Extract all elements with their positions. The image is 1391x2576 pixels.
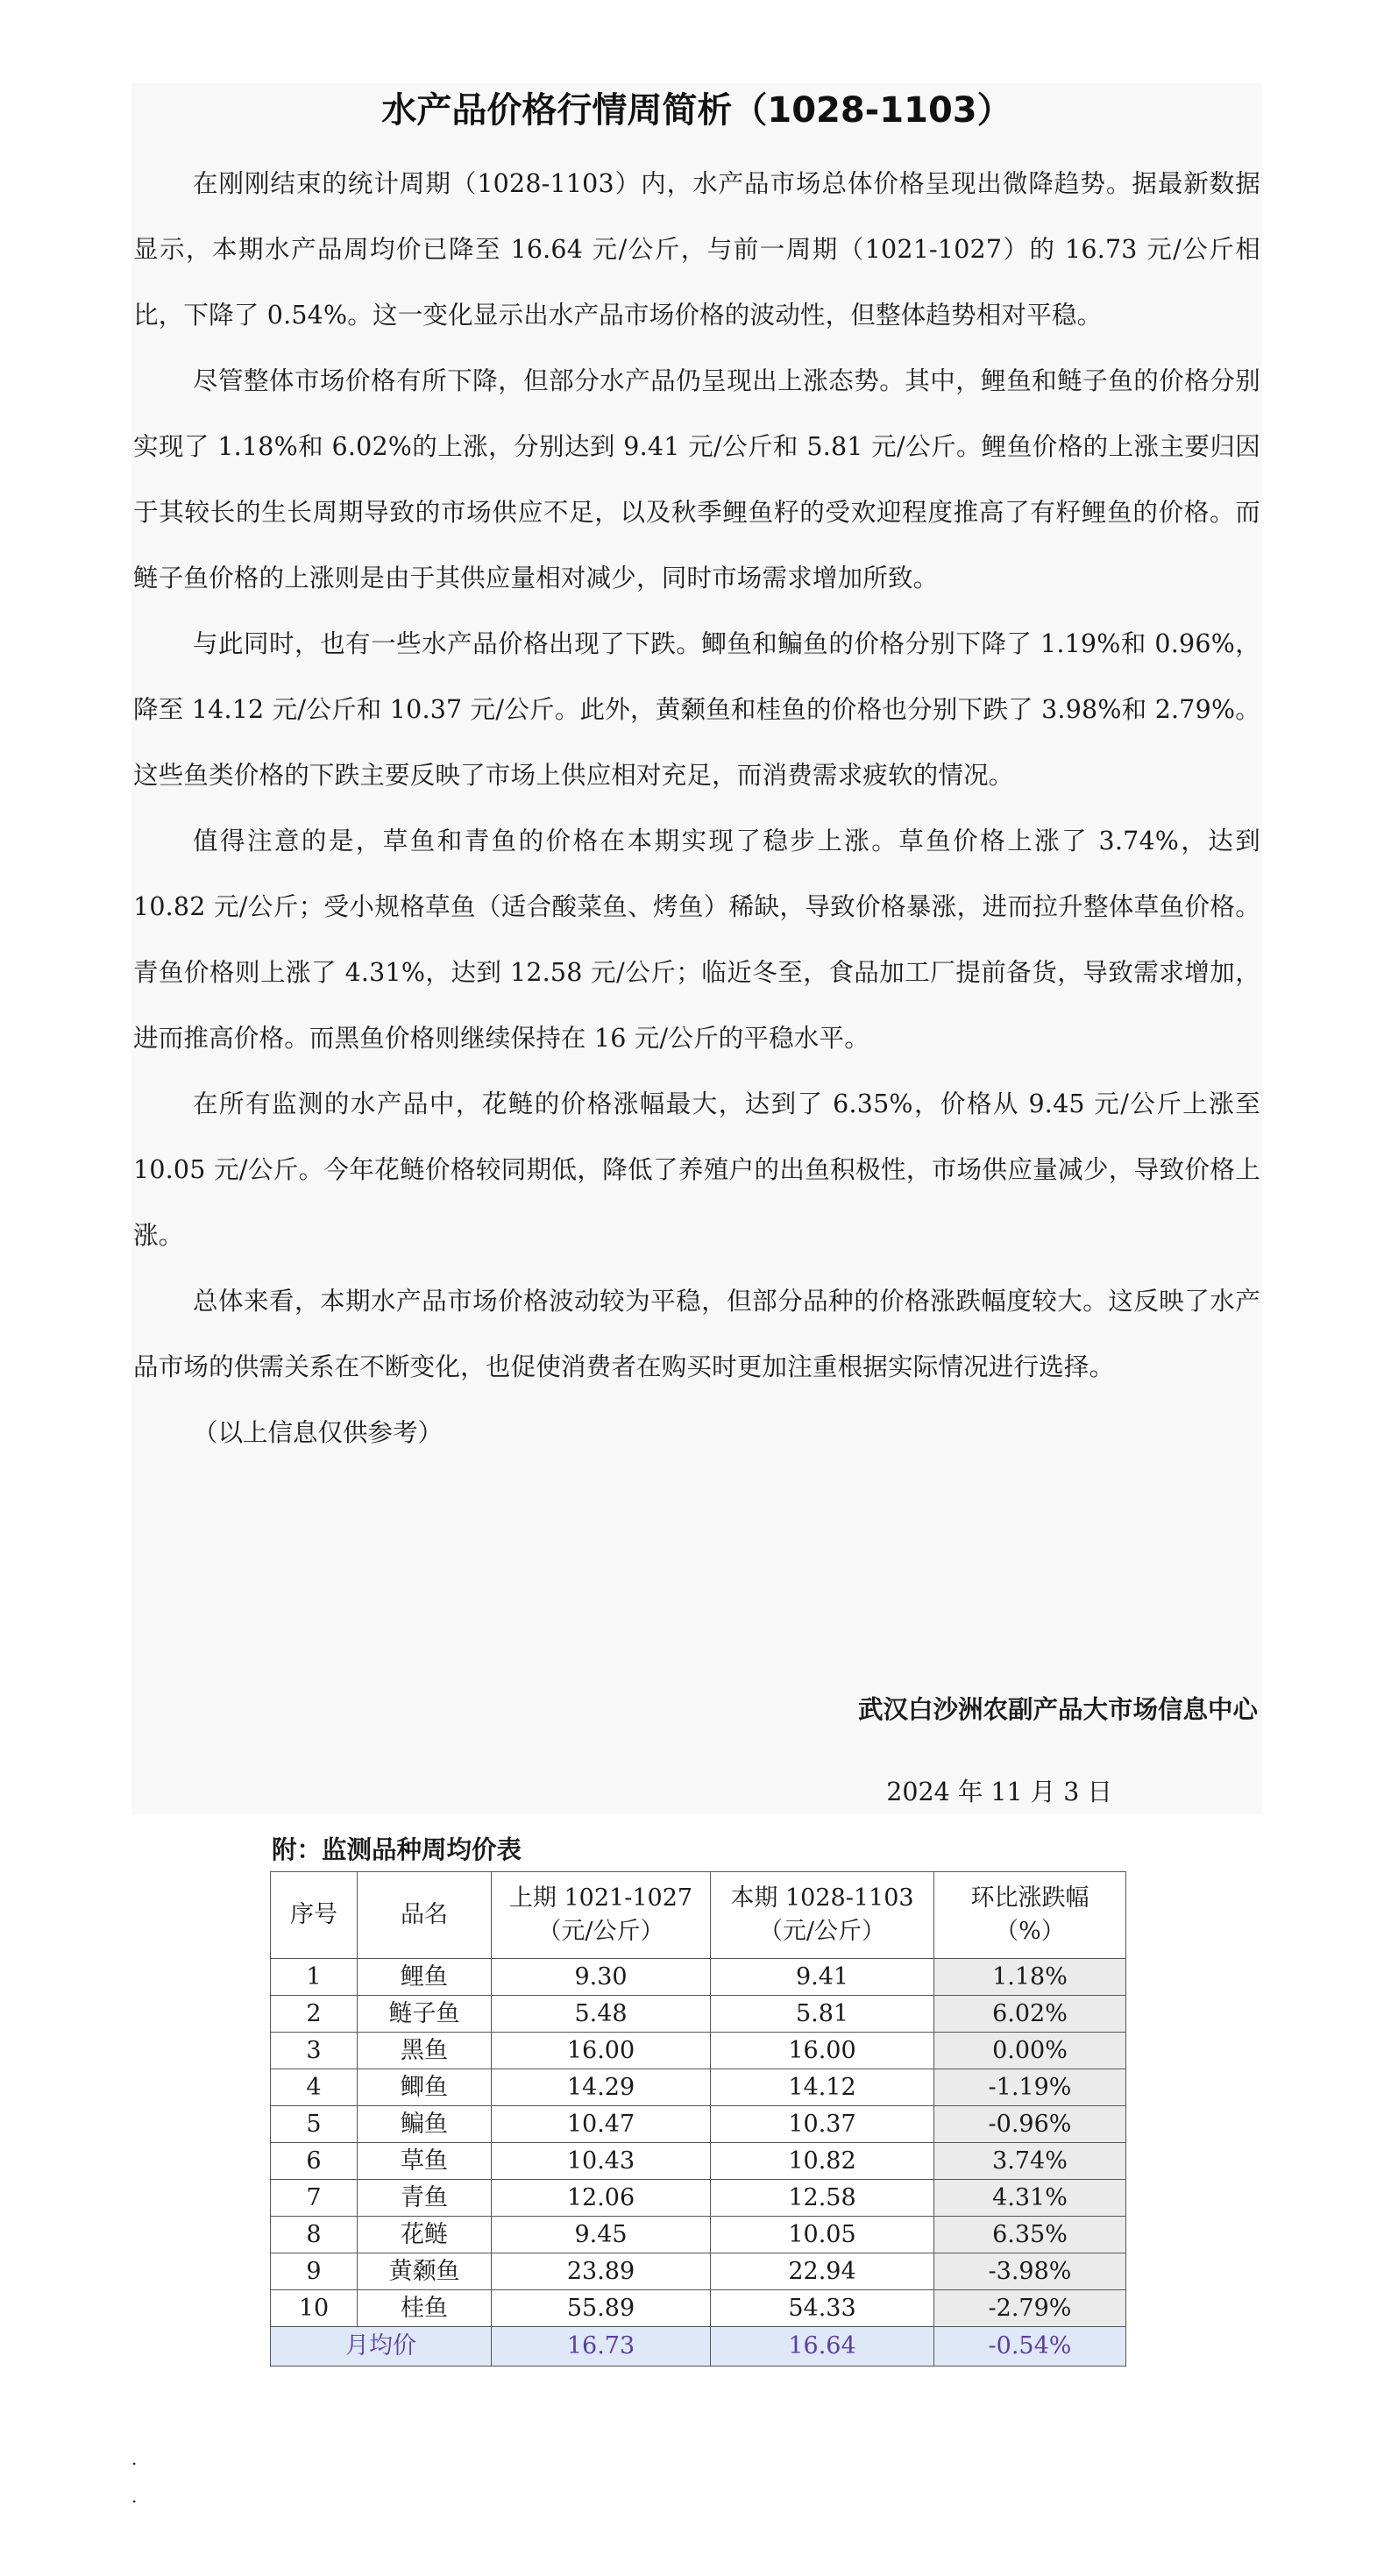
average-prev-price: 16.73: [492, 2327, 711, 2367]
cell-index: 4: [271, 2069, 358, 2106]
paragraph-price-rises: 尽管整体市场价格有所下降，但部分水产品仍呈现出上涨态势。其中，鲤鱼和鲢子鱼的价格分别实现了 1.18%和 6.02%的上涨，分别达到 9.41 元/公斤和 5.81 元/公斤。鲤鱼价格的上涨主要归因于其较长的生长周期导致的市场供应不足，以及秋季鲤鱼籽的受欢迎程度推高了有籽鲤鱼的价格。而鲢子鱼价格的上涨则是由于其供应量相对减少，同时市场需求增加所致。: [133, 366, 1260, 593]
header-change: [934, 1872, 1126, 1959]
cell-change: 6.02%: [934, 1996, 1126, 2033]
cell-name: 花鲢: [358, 2217, 492, 2253]
cell-index: 5: [271, 2106, 358, 2143]
reference-note: （以上信息仅供参考）: [193, 1418, 444, 1447]
footer-mark: .: [131, 2486, 138, 2507]
table-row: [271, 2217, 1126, 2253]
table-row: [271, 2033, 1126, 2069]
cell-name: 鳊鱼: [358, 2106, 492, 2143]
footer-mark: .: [131, 2448, 138, 2469]
cell-prev-price: 12.06: [492, 2180, 711, 2217]
cell-change: 3.74%: [934, 2143, 1126, 2180]
cell-curr-price: 22.94: [711, 2253, 934, 2290]
paragraph-summary: 总体来看，本期水产品市场价格波动较为平稳，但部分品种的价格涨跌幅度较大。这反映了水产品市场的供需关系在不断变化，也促使消费者在购买时更加注重根据实际情况进行选择。: [133, 1287, 1260, 1381]
paragraph-price-drops: 与此同时，也有一些水产品价格出现了下跌。鲫鱼和鳊鱼的价格分别下降了 1.19%和 0.96%，降至 14.12 元/公斤和 10.37 元/公斤。此外，黄颡鱼和桂鱼的价格也分别下跌了 3.98%和 2.79%。这些鱼类价格的下跌主要反映了市场上供应相对充足，而消费需求疲软的情况。: [133, 629, 1260, 790]
header-name: 品名: [358, 1872, 492, 1959]
paragraph-overview: 在刚刚结束的统计周期（1028-1103）内，水产品市场总体价格呈现出微降趋势。据最新数据显示，本期水产品周均价已降至 16.64 元/公斤，与前一周期（1021-1027）的 16.73 元/公斤相比，下降了 0.54%。这一变化显示出水产品市场价格的波动性，但整体趋势相对平稳。: [133, 169, 1260, 330]
cell-curr-price: 5.81: [711, 1996, 934, 2033]
table-row: [271, 2180, 1126, 2217]
cell-change: 4.31%: [934, 2180, 1126, 2217]
report-date: 2024 年 11 月 3 日: [886, 1778, 1112, 1806]
cell-change: 6.35%: [934, 2217, 1126, 2253]
cell-index: 7: [271, 2180, 358, 2217]
cell-change: 1.18%: [934, 1959, 1126, 1996]
cell-curr-price: 14.12: [711, 2069, 934, 2106]
cell-prev-price: 16.00: [492, 2033, 711, 2069]
cell-change: -0.96%: [934, 2106, 1126, 2143]
header-index: 序号: [271, 1872, 358, 1959]
table-row: [271, 1996, 1126, 2033]
table-row: [271, 2290, 1126, 2327]
cell-index: 8: [271, 2217, 358, 2253]
average-curr-price: 16.64: [711, 2327, 934, 2367]
table-header-row: [271, 1872, 1126, 1959]
average-row: [271, 2327, 1126, 2367]
cell-prev-price: 10.43: [492, 2143, 711, 2180]
header-change-label: 环比涨跌幅: [970, 1884, 1089, 1912]
cell-name: 桂鱼: [358, 2290, 492, 2327]
average-label: 月均价: [271, 2327, 492, 2367]
cell-name: 黄颡鱼: [358, 2253, 492, 2290]
cell-change: -3.98%: [934, 2253, 1126, 2290]
report-body: [133, 151, 1260, 1465]
cell-name: 青鱼: [358, 2180, 492, 2217]
table-row: [271, 2253, 1126, 2290]
cell-prev-price: 9.45: [492, 2217, 711, 2253]
paragraph-largest-rise: 在所有监测的水产品中，花鲢的价格涨幅最大，达到了 6.35%，价格从 9.45 元/公斤上涨至 10.05 元/公斤。今年花鲢价格较同期低，降低了养殖户的出鱼积极性，市场供应量减少，导致价格上涨。: [133, 1089, 1260, 1250]
cell-name: 鲫鱼: [358, 2069, 492, 2106]
cell-name: 草鱼: [358, 2143, 492, 2180]
cell-name: 黑鱼: [358, 2033, 492, 2069]
cell-name: 鲤鱼: [358, 1959, 492, 1996]
average-change: -0.54%: [934, 2327, 1126, 2367]
cell-curr-price: 10.05: [711, 2217, 934, 2253]
cell-index: 10: [271, 2290, 358, 2327]
cell-curr-price: 9.41: [711, 1959, 934, 1996]
cell-index: 2: [271, 1996, 358, 2033]
cell-change: -2.79%: [934, 2290, 1126, 2327]
header-curr-unit: （元/公斤）: [758, 1918, 886, 1945]
table-row: [271, 2106, 1126, 2143]
cell-prev-price: 9.30: [492, 1959, 711, 1996]
cell-prev-price: 55.89: [492, 2290, 711, 2327]
cell-curr-price: 10.82: [711, 2143, 934, 2180]
organization-name: 武汉白沙洲农副产品大市场信息中心: [857, 1694, 1258, 1724]
cell-curr-price: 12.58: [711, 2180, 934, 2217]
header-prev-price: [492, 1872, 711, 1959]
paragraph-steady-rises: 值得注意的是，草鱼和青鱼的价格在本期实现了稳步上涨。草鱼价格上涨了 3.74%，达到 10.82 元/公斤；受小规格草鱼（适合酸菜鱼、烤鱼）稀缺，导致价格暴涨，进而拉升整体草鱼价格。青鱼价格则上涨了 4.31%，达到 12.58 元/公斤；临近冬至，食品加工厂提前备货，导致需求增加，进而推高价格。而黑鱼价格则继续保持在 16 元/公斤的平稳水平。: [133, 827, 1260, 1053]
cell-index: 6: [271, 2143, 358, 2180]
table-row: [271, 2069, 1126, 2106]
cell-change: -1.19%: [934, 2069, 1126, 2106]
header-change-unit: （%）: [995, 1918, 1065, 1945]
table-caption: 附：监测品种周均价表: [272, 1834, 522, 1864]
cell-curr-price: 16.00: [711, 2033, 934, 2069]
cell-prev-price: 10.47: [492, 2106, 711, 2143]
cell-prev-price: 14.29: [492, 2069, 711, 2106]
cell-prev-price: 23.89: [492, 2253, 711, 2290]
cell-name: 鲢子鱼: [358, 1996, 492, 2033]
cell-change: 0.00%: [934, 2033, 1126, 2069]
price-table: [270, 1871, 1126, 2367]
header-prev-period: 上期 1021-1027: [508, 1884, 693, 1912]
report-title: 水产品价格行情周简析（1028-1103）: [381, 90, 1012, 131]
header-prev-unit: （元/公斤）: [537, 1918, 664, 1945]
cell-curr-price: 54.33: [711, 2290, 934, 2327]
cell-curr-price: 10.37: [711, 2106, 934, 2143]
cell-index: 3: [271, 2033, 358, 2069]
cell-prev-price: 5.48: [492, 1996, 711, 2033]
cell-index: 1: [271, 1959, 358, 1996]
header-curr-price: [711, 1872, 934, 1959]
table-row: [271, 1959, 1126, 1996]
header-curr-period: 本期 1028-1103: [730, 1884, 914, 1912]
cell-index: 9: [271, 2253, 358, 2290]
table-row: [271, 2143, 1126, 2180]
